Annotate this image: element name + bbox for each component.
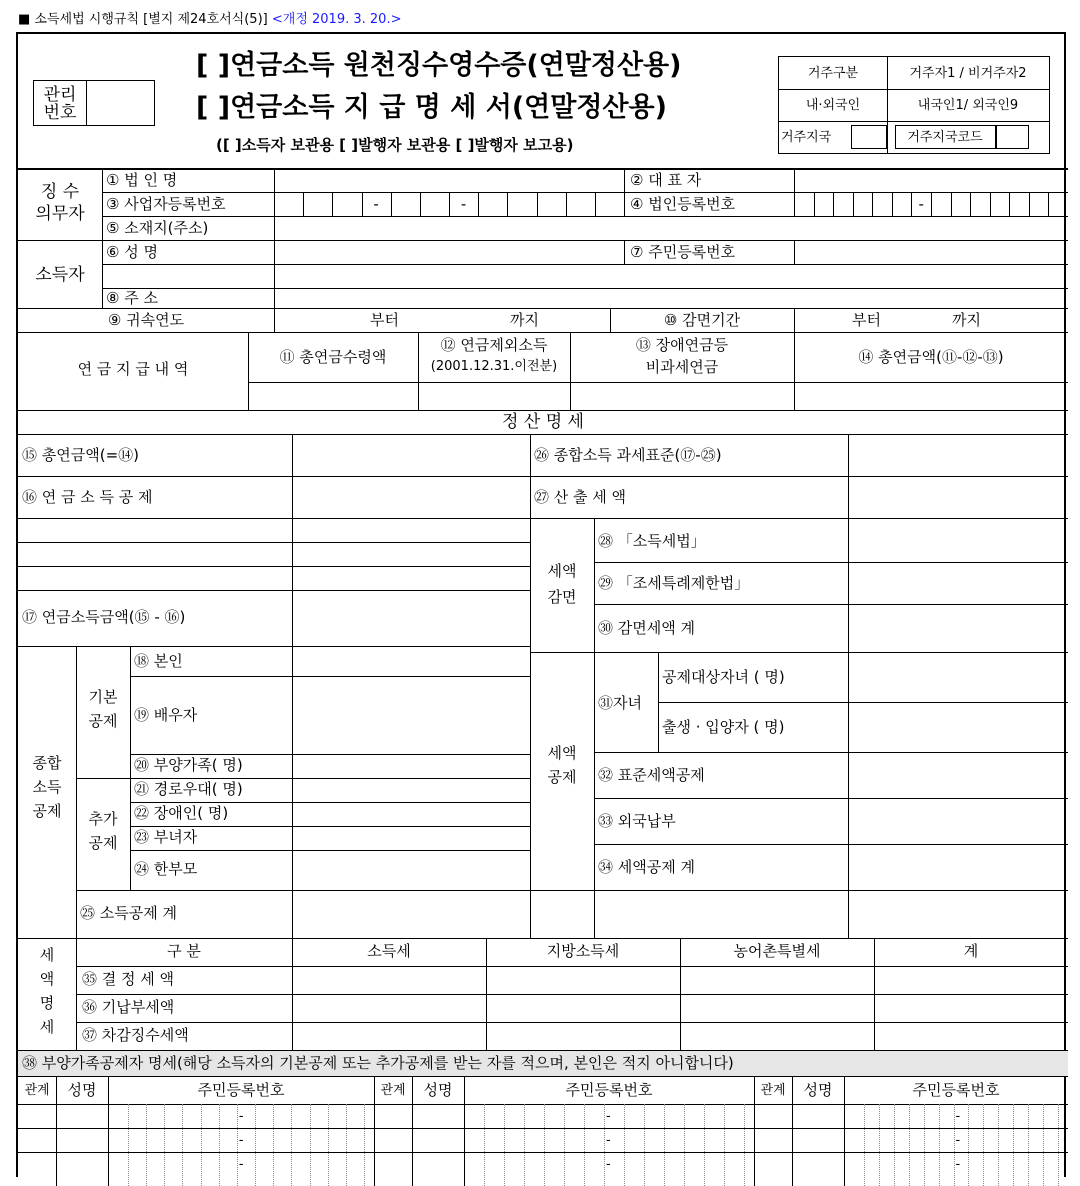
nationality-label: 내·외국인 — [805, 98, 861, 113]
tax-reduction-label-1: 세액 — [547, 562, 577, 580]
law-reference: ■ 소득세법 시행규칙 [별지 제24호서식(5)] — [18, 12, 268, 27]
comprehensive-label-2: 소득 — [32, 778, 62, 796]
corp-name-label: ① 법 인 명 — [106, 171, 178, 189]
standard-credit-label: ㉜ 표준세액공제 — [598, 766, 705, 784]
tax-credit-label-2: 공제 — [547, 768, 577, 786]
tax-base-label: ㉖ 종합소득 과세표준(⑰-㉕) — [534, 446, 722, 464]
birth-adoption-label: 출생 · 입양자 ( 명) — [662, 718, 785, 736]
id-separator: - — [238, 1133, 244, 1148]
title-statement: [ ]연금소득 지 급 명 세 서(연말정산용) — [196, 92, 667, 123]
payer-label-1: 징 수 — [40, 182, 80, 202]
id-separator: - — [238, 1157, 244, 1172]
id-separator: - — [955, 1133, 961, 1148]
mgmt-label-1: 관리 — [43, 85, 77, 105]
special-tax-act-label: ㉙ 「조세특례제한법」 — [598, 574, 750, 592]
id-separator: - — [955, 1109, 961, 1124]
category-header: 구 분 — [167, 942, 201, 960]
credit-total-input[interactable] — [849, 845, 1067, 889]
excluded-income-input[interactable] — [419, 383, 569, 409]
resident-no-label: ⑦ 주민등록번호 — [630, 243, 736, 261]
relation-header: 관계 — [24, 1083, 50, 1098]
business-reg-input[interactable]: - - — [274, 192, 624, 216]
tax-detail-label-3: 명 — [39, 994, 55, 1012]
income-tax-act-label: ㉘ 「소득세법」 — [598, 532, 706, 550]
id-separator: - — [606, 1157, 611, 1172]
dependents-table — [18, 1076, 1068, 1186]
nontaxable-pension-label: 비과세연금 — [645, 358, 719, 376]
reduction-total-label: ㉚ 감면세액 계 — [598, 619, 695, 637]
representative-label: ② 대 표 자 — [630, 171, 702, 189]
eligible-children-label: 공제대상자녀 ( 명) — [662, 668, 785, 686]
disability-pension-label: ⑬ 장애연금등 — [635, 336, 729, 354]
residence-box — [778, 56, 1050, 154]
id-separator: - — [238, 1109, 244, 1124]
calculated-tax-input[interactable] — [849, 477, 1067, 517]
residence-type-value: 거주자1 / 비거주자2 — [909, 66, 1027, 81]
total-pension-label: ⑭ 총연금액(⑪-⑫-⑬) — [858, 348, 1004, 366]
earner-name-input[interactable] — [275, 241, 623, 263]
relation-header: 관계 — [380, 1083, 406, 1098]
pension-deduction-label: ⑯ 연 금 소 득 공 제 — [22, 488, 153, 506]
name-header: 성명 — [67, 1081, 97, 1099]
title-receipt: [ ]연금소득 원천징수영수증(연말정산용) — [196, 50, 682, 81]
comprehensive-label-1: 종합 — [32, 754, 62, 772]
reduction-to: 까지 — [952, 311, 981, 329]
residence-type-label: 거주구분 — [807, 66, 859, 81]
credit-total-label: ㉞ 세액공제 계 — [598, 858, 695, 876]
nontaxable-pension-input[interactable] — [571, 383, 793, 409]
corp-reg-input[interactable]: - — [794, 192, 1068, 216]
payer-label-2: 의무자 — [35, 204, 85, 224]
elderly-deduction-label: ㉑ 경로우대( 명) — [134, 780, 243, 798]
additional-deduction-label-1: 추가 — [88, 810, 118, 828]
pension-income-amount-label: ⑰ 연금소득금액(⑮ - ⑯) — [22, 608, 186, 626]
settlement-title: 정 산 명 세 — [502, 412, 584, 432]
resident-number-header: 주민등록번호 — [565, 1081, 653, 1099]
resident-number-header: 주민등록번호 — [912, 1081, 1000, 1099]
country-input[interactable] — [851, 125, 887, 149]
corp-reg-label: ④ 법인등록번호 — [630, 195, 736, 213]
tax-reduction-label-2: 감면 — [547, 588, 577, 606]
total-pension-input[interactable] — [795, 383, 1067, 409]
corp-name-input[interactable] — [275, 169, 623, 191]
pension-payment-label: 연 금 지 급 내 역 — [77, 360, 189, 378]
country-code-input[interactable] — [995, 125, 1029, 149]
representative-input[interactable] — [795, 169, 1067, 191]
income-deduction-total-input[interactable] — [293, 891, 529, 937]
resident-no-input[interactable] — [795, 241, 1067, 263]
id-separator: - — [606, 1109, 611, 1124]
address-label: ⑤ 소재지(주소) — [106, 219, 209, 237]
spouse-deduction-label: ⑲ 배우자 — [134, 706, 198, 724]
total-pension-calc-label: ⑮ 총연금액(=⑭) — [22, 446, 140, 464]
woman-deduction-label: ㉓ 부녀자 — [134, 828, 198, 846]
year-from: 부터 — [370, 311, 399, 329]
tax-total-header: 계 — [963, 942, 979, 960]
name-header: 성명 — [803, 1081, 833, 1099]
single-parent-deduction-label: ㉔ 한부모 — [134, 860, 198, 878]
income-tax-header: 소득세 — [367, 942, 411, 960]
comprehensive-label-3: 공제 — [32, 802, 62, 820]
foreign-tax-label: ㉝ 외국납부 — [598, 812, 676, 830]
tax-base-input[interactable] — [849, 435, 1067, 475]
pension-income-amount-input[interactable] — [293, 591, 529, 645]
reduction-period-label: ⑩ 감면기간 — [663, 311, 741, 329]
dependents-title: ㊳ 부양가족공제자 명세(해당 소득자의 기본공제 또는 추가공제를 받는 자를 적으며, 본인은 적지 아니합니다) — [22, 1054, 734, 1072]
title-copies: ([ ]소득자 보관용 [ ]발행자 보관용 [ ]발행자 보고용) — [216, 136, 574, 154]
excluded-income-note: (2001.12.31.이전분) — [430, 359, 558, 374]
excluded-income-label: ⑫ 연금제외소득 — [440, 336, 548, 354]
net-tax-label: ㊲ 차감징수세액 — [82, 1026, 189, 1044]
earner-address-label: ⑧ 주 소 — [106, 289, 158, 307]
name-header: 성명 — [423, 1081, 453, 1099]
country-label: 거주지국 — [781, 130, 832, 145]
mgmt-label-2: 번호 — [43, 103, 77, 123]
reduction-from: 부터 — [852, 311, 881, 329]
calculated-tax-label: ㉗ 산 출 세 액 — [534, 488, 627, 506]
tax-credit-label-1: 세액 — [547, 744, 577, 762]
self-deduction-label: ⑱ 본인 — [134, 652, 183, 670]
country-code-label: 거주지국코드 — [907, 130, 983, 145]
determined-tax-label: ㉟ 결 정 세 액 — [82, 970, 175, 988]
year-to: 까지 — [510, 311, 539, 329]
form-header — [18, 8, 401, 27]
revision-date: <개정 2019. 3. 20.> — [271, 12, 402, 27]
business-reg-label: ③ 사업자등록번호 — [106, 195, 226, 213]
rural-tax-header: 농어촌특별세 — [733, 942, 821, 960]
tax-detail-label-2: 액 — [39, 970, 55, 988]
id-separator: - — [606, 1133, 611, 1148]
child-credit-label: ㉛자녀 — [598, 694, 642, 712]
tax-detail-label-4: 세 — [39, 1018, 55, 1036]
name-label: ⑥ 성 명 — [106, 243, 158, 261]
total-pension-received-input[interactable] — [249, 383, 417, 409]
prepaid-tax-label: ㊱ 기납부세액 — [82, 998, 175, 1016]
local-tax-header: 지방소득세 — [546, 942, 620, 960]
disabled-deduction-label: ㉒ 장애인( 명) — [134, 804, 229, 822]
tax-detail-label-1: 세 — [39, 946, 55, 964]
resident-number-header: 주민등록번호 — [197, 1081, 285, 1099]
total-pension-calc-input[interactable] — [293, 435, 529, 475]
basic-deduction-label-2: 공제 — [88, 712, 118, 730]
id-separator: - — [955, 1157, 961, 1172]
earner-address-input[interactable] — [275, 289, 1067, 307]
address-input[interactable] — [275, 217, 1067, 239]
management-number-box — [33, 80, 155, 126]
pension-income-form — [16, 32, 1066, 1177]
basic-deduction-label-1: 기본 — [88, 688, 118, 706]
pension-deduction-input[interactable] — [293, 477, 529, 517]
total-pension-received-label: ⑪ 총연금수령액 — [279, 348, 387, 366]
income-deduction-total-label: ㉕ 소득공제 계 — [80, 904, 177, 922]
relation-header: 관계 — [760, 1083, 786, 1098]
earner-label: 소득자 — [35, 265, 85, 285]
dependents-deduction-label: ⑳ 부양가족( 명) — [134, 756, 243, 774]
nationality-value: 내국인1/ 외국인9 — [917, 98, 1019, 113]
attribution-year-label: ⑨ 귀속연도 — [107, 311, 185, 329]
additional-deduction-label-2: 공제 — [88, 834, 118, 852]
